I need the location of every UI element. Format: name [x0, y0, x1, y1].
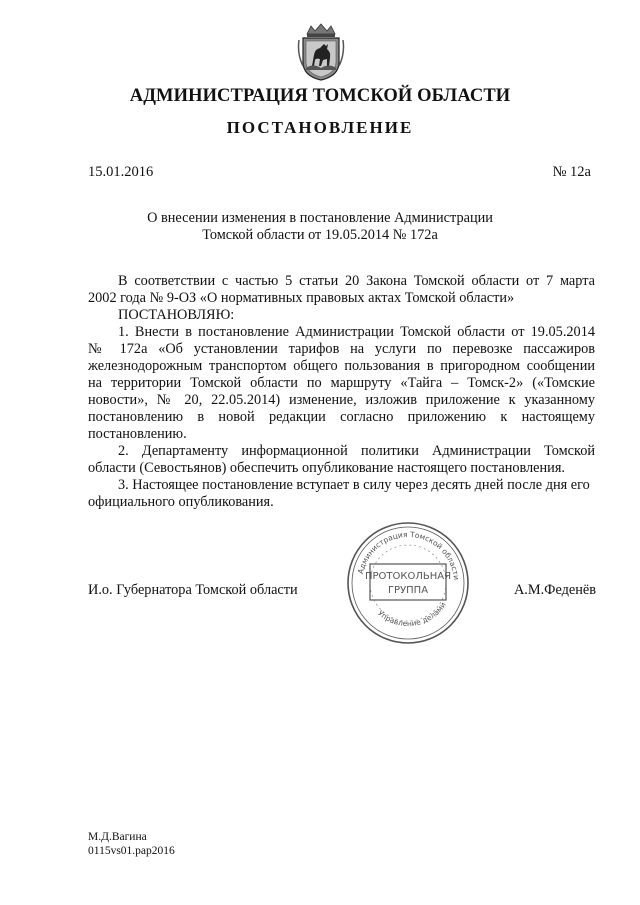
paragraph-3-line-2: официального опубликования. [88, 494, 274, 510]
preamble-line-2: 2002 года № 9-ОЗ «О нормативных правовых актах Томской области» [88, 290, 515, 306]
signer-position: И.о. Губернатора Томской области [88, 582, 298, 598]
organization-title: АДМИНИСТРАЦИЯ ТОМСКОЙ ОБЛАСТИ [129, 86, 511, 106]
stamp-ring-text: Администрация Томской области [355, 529, 461, 581]
author-initials: М.Д.Вагина [88, 831, 147, 843]
paragraph-1-line-6: постановлению в новой редакции согласно приложению к настоящему [88, 409, 595, 425]
signer-name: А.М.Феденёв [513, 582, 596, 598]
stamp-bottom-text: Управление делами [376, 600, 448, 629]
stamp-center-line-1: ПРОТОКОЛЬНАЯ [364, 571, 452, 582]
paragraph-1-line-3: железнодорожным транспортом общего пользования в пригородном сообщении [88, 358, 595, 374]
coat-of-arms-emblem [297, 22, 345, 82]
document-date: 15.01.2016 [88, 164, 154, 180]
paragraph-1-line-1: 1. Внести в постановление Администрации Томской области от 19.05.2014 [118, 324, 595, 340]
paragraph-2-line-2: области (Севостьянов) обеспечить опубликование настоящего постановления. [88, 460, 565, 476]
stamp-center-line-2: ГРУППА [387, 585, 429, 596]
document-number: № 12а [552, 164, 591, 180]
file-reference: 0115vs01.pap2016 [88, 845, 175, 857]
paragraph-3-line-1: 3. Настоящее постановление вступает в силу через десять дней после дня его [118, 477, 590, 493]
official-stamp [345, 520, 471, 646]
subject-line-1: О внесении изменения в постановление Администрации [147, 210, 493, 226]
preamble-line-1: В соответствии с частью 5 статьи 20 Закона Томской области от 7 марта [118, 273, 595, 289]
document-type: ПОСТАНОВЛЕНИЕ [226, 118, 414, 137]
document-subject [0, 210, 640, 244]
paragraph-1-line-5: новости», № 20, 22.05.2014) изменение, изложив приложение к указанному [88, 392, 595, 408]
decree-word: ПОСТАНОВЛЯЮ: [118, 307, 235, 323]
paragraph-1-line-4: на территории Томской области по маршруту «Тайга – Томск-2» («Томские [88, 375, 595, 391]
paragraph-2-line-1: 2. Департаменту информационной политики Администрации Томской [118, 443, 595, 459]
paragraph-1-line-2: № 172а «Об установлении тарифов на услуги по перевозке пассажиров [88, 341, 595, 357]
subject-line-2: Томской области от 19.05.2014 № 172а [202, 227, 438, 243]
paragraph-1-line-7: постановлению. [88, 426, 187, 442]
